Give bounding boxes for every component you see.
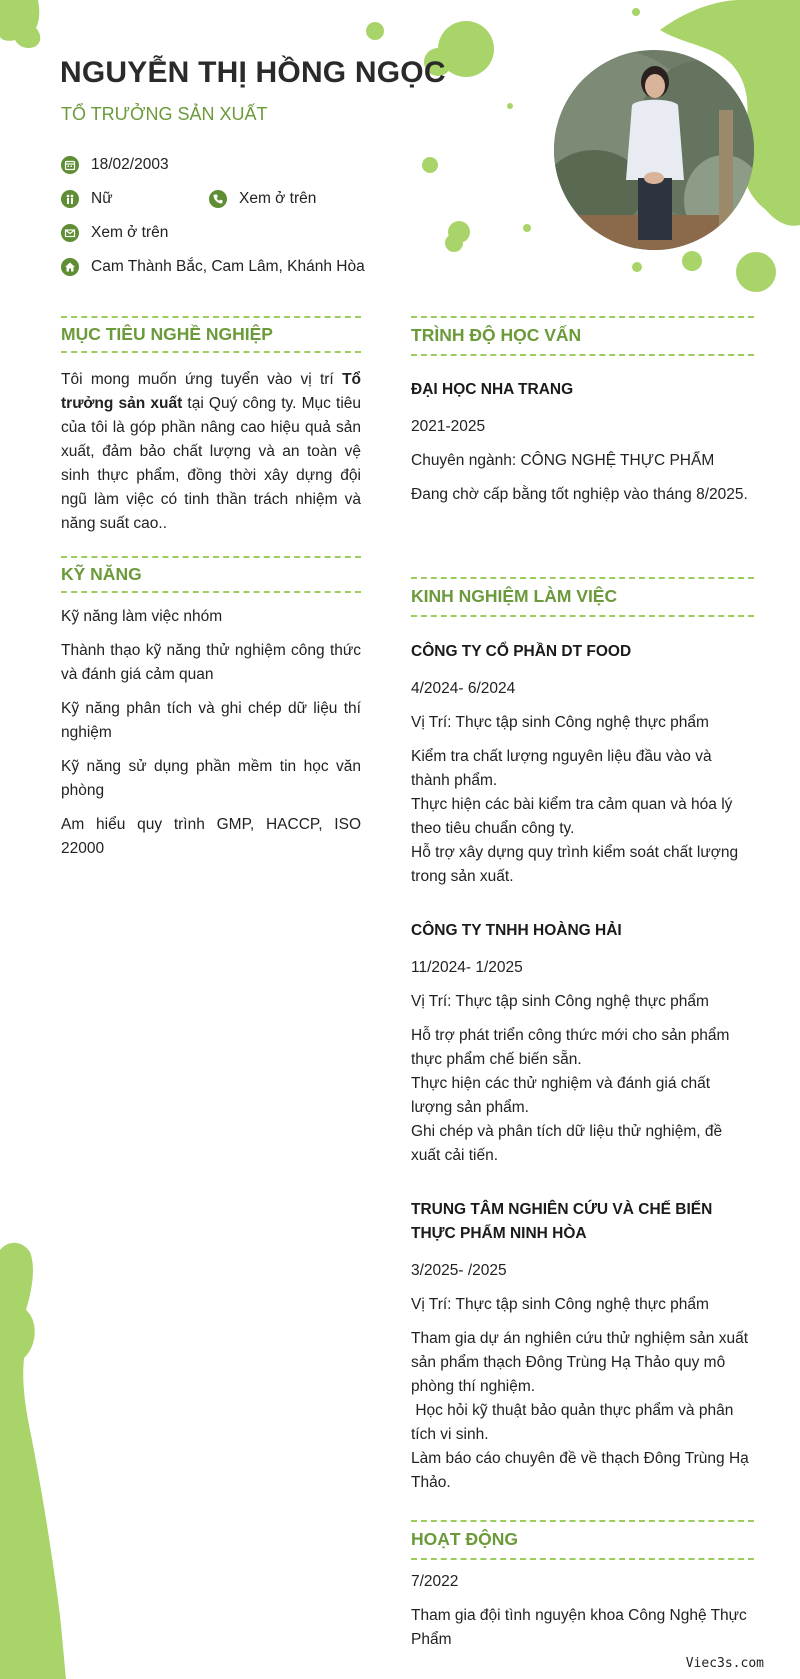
job-duty: Kiểm tra chất lượng nguyên liệu đầu vào và thành phẩm. bbox=[411, 748, 712, 789]
job-duty: Ghi chép và phân tích dữ liệu thử nghiệm, đề xuất cải tiến. bbox=[411, 1123, 723, 1164]
activity-text: Tham gia đội tình nguyện khoa Công Nghệ Thực Phẩm bbox=[411, 1607, 747, 1648]
education-period: 2021-2025 bbox=[411, 418, 486, 435]
activities-section bbox=[411, 1520, 754, 1652]
education-heading: TRÌNH ĐỘ HỌC VẤN bbox=[411, 316, 754, 356]
home-icon bbox=[61, 258, 79, 276]
skills-section bbox=[61, 556, 361, 861]
watermark: Viec3s.com bbox=[685, 1656, 764, 1671]
job-role: Vị Trí: Thực tập sinh Công nghệ thực phẩm bbox=[411, 1296, 709, 1313]
education-section bbox=[411, 316, 754, 507]
job-role: Vị Trí: Thực tập sinh Công nghệ thực phẩm bbox=[411, 714, 709, 731]
skill-item: Am hiểu quy trình GMP, HACCP, ISO 22000 bbox=[61, 816, 361, 857]
skill-item: Thành thạo kỹ năng thử nghiệm công thức và đánh giá cảm quan bbox=[61, 642, 361, 683]
skill-item: Kỹ năng phân tích và ghi chép dữ liệu thí nghiệm bbox=[61, 700, 361, 741]
contact-email bbox=[61, 224, 168, 242]
job-period: 11/2024- 1/2025 bbox=[411, 959, 523, 976]
company-name: CÔNG TY CỔ PHẦN DT FOOD bbox=[411, 643, 632, 660]
company-name: TRUNG TÂM NGHIÊN CỨU VÀ CHẾ BIẾN THỰC PHẨM NINH HÒA bbox=[411, 1201, 713, 1242]
address-value: Cam Thành Bắc, Cam Lâm, Khánh Hòa bbox=[91, 258, 365, 275]
experience-heading: KINH NGHIỆM LÀM VIỆC bbox=[411, 577, 754, 617]
education-major: Chuyên ngành: CÔNG NGHỆ THỰC PHẨM bbox=[411, 452, 715, 469]
objective-target-role: Tổ trưởng sản xuất bbox=[61, 371, 361, 412]
job-title: TỔ TRƯỞNG SẢN XUẤT bbox=[61, 104, 268, 124]
birthday-value: 18/02/2003 bbox=[91, 156, 169, 173]
activity-date: 7/2022 bbox=[411, 1573, 459, 1590]
contact-gender bbox=[61, 190, 113, 208]
job-role: Vị Trí: Thực tập sinh Công nghệ thực phẩm bbox=[411, 993, 709, 1010]
job-duty: Hỗ trợ phát triển công thức mới cho sản phẩm thực phẩm chế biến sẵn. bbox=[411, 1027, 730, 1068]
job-duty: Làm báo cáo chuyên đề về thạch Đông Trùng Hạ Thảo. bbox=[411, 1450, 749, 1491]
company-name: CÔNG TY TNHH HOÀNG HẢI bbox=[411, 922, 622, 939]
job-entry bbox=[411, 1198, 754, 1495]
skills-list bbox=[61, 605, 361, 861]
contact-phone bbox=[209, 190, 316, 208]
phone-icon bbox=[209, 190, 227, 208]
gender-icon bbox=[61, 190, 79, 208]
job-duty: Học hỏi kỹ thuật bảo quản thực phẩm và phân tích vi sinh. bbox=[411, 1402, 738, 1443]
objective-heading: MỤC TIÊU NGHỀ NGHIỆP bbox=[61, 316, 361, 353]
skills-heading: KỸ NĂNG bbox=[61, 556, 361, 593]
job-period: 4/2024- 6/2024 bbox=[411, 680, 516, 697]
activities-heading: HOẠT ĐỘNG bbox=[411, 1520, 754, 1560]
objective-text bbox=[61, 368, 361, 536]
job-period: 3/2025- /2025 bbox=[411, 1262, 507, 1279]
calendar-icon bbox=[61, 156, 79, 174]
job-entry bbox=[411, 919, 754, 1168]
profile-photo bbox=[554, 50, 754, 250]
job-entry bbox=[411, 640, 754, 889]
email-icon bbox=[61, 224, 79, 242]
job-duty: Thực hiện các bài kiểm tra cảm quan và hóa lý theo tiêu chuẩn công ty. bbox=[411, 796, 733, 837]
job-duty: Tham gia dự án nghiên cứu thử nghiệm sản xuất sản phẩm thạch Đông Trùng Hạ Thảo quy mô phòng thí nghiệm. bbox=[411, 1330, 749, 1395]
contact-birthday bbox=[61, 156, 169, 174]
candidate-name: NGUYỄN THỊ HỒNG NGỌC bbox=[60, 56, 446, 89]
job-duty: Thực hiện các thử nghiệm và đánh giá chất lượng sản phẩm. bbox=[411, 1075, 711, 1116]
objective-section bbox=[61, 316, 361, 536]
objective-text-end: tại Quý công ty. Mục tiêu của tôi là góp phần nâng cao hiệu quả sản xuất, đảm bảo chất lượng và an toàn vệ sinh thực phẩm, đồng thời xây dựng đội ngũ làm việc có tinh thần trách nhiệm và năng suất cao.. bbox=[61, 395, 361, 532]
skill-item: Kỹ năng làm việc nhóm bbox=[61, 608, 223, 625]
education-note: Đang chờ cấp bằng tốt nghiệp vào tháng 8/2025. bbox=[411, 486, 748, 503]
school-name: ĐẠI HỌC NHA TRANG bbox=[411, 381, 574, 398]
objective-text-start: Tôi mong muốn ứng tuyển vào vị trí bbox=[61, 371, 343, 388]
experience-section bbox=[411, 577, 754, 1495]
skill-item: Kỹ năng sử dụng phần mềm tin học văn phòng bbox=[61, 758, 361, 799]
email-value: Xem ở trên bbox=[91, 224, 169, 241]
job-duty: Hỗ trợ xây dựng quy trình kiểm soát chất lượng trong sản xuất. bbox=[411, 844, 739, 885]
gender-value: Nữ bbox=[91, 190, 113, 207]
phone-value: Xem ở trên bbox=[239, 190, 317, 207]
contact-address bbox=[61, 258, 365, 276]
